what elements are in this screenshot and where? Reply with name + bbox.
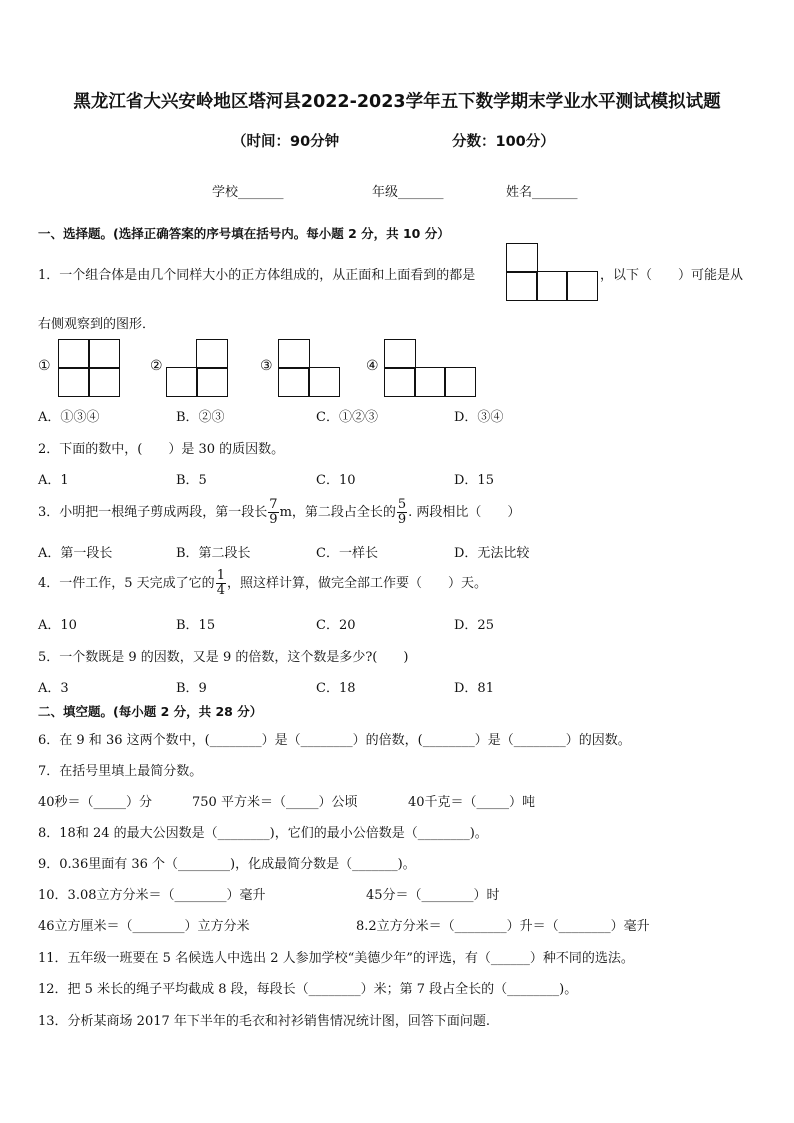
q7-item-2: 750 平方米＝（_____）公顷 xyxy=(192,795,358,810)
q1-text-c: 右侧观察到的图形． xyxy=(38,317,156,332)
q5-text: 5．一个数既是 9 的因数，又是 9 的倍数，这个数是多少?( ) xyxy=(38,650,409,665)
q4-fraction: $\frac{1}{4}$ xyxy=(216,568,225,598)
q7-item-3: 40千克＝（_____）吨 xyxy=(408,795,536,810)
q3-text-b: m，第二段占全长的 xyxy=(279,505,396,520)
q11-text: 11．五年级一班要在 5 名候选人中选出 2 人参加学校“美德少年”的评选，有（______）种不同的选法。 xyxy=(38,951,634,966)
q4-option-b: B．15 xyxy=(176,618,216,633)
section-heading-fill: 二、填空题。(每小题 2 分，共 28 分） xyxy=(38,704,263,719)
q1-text-a: 1．一个组合体是由几个同样大小的正方体组成的，从正面和上面看到的都是 xyxy=(38,268,476,283)
q10-item-1: 10．3.08立方分米＝（________）毫升 xyxy=(38,888,266,903)
q5-option-d: D．81 xyxy=(454,681,494,696)
q1-text-b: ，以下（ ）可能是从 xyxy=(600,268,744,283)
fig-label-1: ① xyxy=(38,358,51,374)
q2-option-b: B．5 xyxy=(176,473,207,488)
q10-item-4: 8.2立方分米＝（________）升＝（________）毫升 xyxy=(356,919,650,934)
name-field: 姓名_______ xyxy=(506,185,578,200)
grade-field: 年级_______ xyxy=(372,185,444,200)
q9-text: 9．0.36里面有 36 个（________)，化成最简分数是（_______)。 xyxy=(38,857,416,872)
fig-label-3: ③ xyxy=(260,358,273,374)
q2-option-a: A．1 xyxy=(38,473,69,488)
exam-title: 黑龙江省大兴安岭地区塔河县2022-2023学年五下数学期末学业水平测试模拟试题 xyxy=(73,92,721,112)
q1-option-c: C．①②③ xyxy=(316,410,378,425)
fig-label-2: ② xyxy=(150,358,163,374)
q5-option-b: B．9 xyxy=(176,681,207,696)
q2-text: 2．下面的数中，( ）是 30 的质因数。 xyxy=(38,442,285,457)
q4-option-a: A．10 xyxy=(38,618,77,633)
q4-text-a: 4．一件工作，5 天完成了它的 xyxy=(38,576,215,591)
q1-option-d: D．③④ xyxy=(454,410,504,425)
fig-label-4: ④ xyxy=(366,358,379,374)
q3-fraction-1: $\frac{7}{9}$ xyxy=(269,497,278,527)
q4-line xyxy=(38,569,487,598)
q3-option-a: A．第一段长 xyxy=(38,546,113,561)
q10-item-2: 45分＝（________）时 xyxy=(366,888,500,903)
q3-line xyxy=(38,498,520,527)
q12-text: 12．把 5 米长的绳子平均截成 8 段，每段长（________）米；第 7 段占全长的（________)。 xyxy=(38,982,578,997)
q1-option-b: B．②③ xyxy=(176,410,225,425)
q6-text: 6．在 9 和 36 这两个数中，(________）是（________）的倍数，(________）是（________）的因数。 xyxy=(38,733,631,748)
q5-option-a: A．3 xyxy=(38,681,69,696)
section-heading-choice: 一、选择题。(选择正确答案的序号填在括号内。每小题 2 分，共 10 分） xyxy=(38,226,450,241)
q4-option-c: C．20 xyxy=(316,618,356,633)
q3-option-b: B．第二段长 xyxy=(176,546,251,561)
q8-text: 8．18和 24 的最大公因数是（________)，它们的最小公倍数是（________)。 xyxy=(38,826,488,841)
q3-option-d: D．无法比较 xyxy=(454,546,530,561)
time-label: （时间：90分钟 xyxy=(232,134,340,150)
q3-option-c: C．一样长 xyxy=(316,546,378,561)
q2-option-d: D．15 xyxy=(454,473,494,488)
q7-item-1: 40秒＝（_____）分 xyxy=(38,795,153,810)
q5-option-c: C．18 xyxy=(316,681,356,696)
score-label: 分数：100分） xyxy=(452,134,555,150)
q4-text-b: ，照这样计算，做完全部工作要（ ）天。 xyxy=(226,576,487,591)
q7-text: 7．在括号里填上最简分数。 xyxy=(38,764,203,779)
q3-fraction-2: $\frac{5}{9}$ xyxy=(397,497,407,527)
q3-text-c: . 两段相比（ ） xyxy=(408,505,521,520)
q13-text: 13．分析某商场 2017 年下半年的毛衣和衬衫销售情况统计图，回答下面问题. xyxy=(38,1014,491,1029)
q4-option-d: D．25 xyxy=(454,618,494,633)
q10-item-3: 46立方厘米＝（________）立方分米 xyxy=(38,919,250,934)
school-field: 学校_______ xyxy=(212,185,284,200)
q2-option-c: C．10 xyxy=(316,473,356,488)
q3-text-a: 3．小明把一根绳子剪成两段，第一段长 xyxy=(38,505,268,520)
q1-option-a: A．①③④ xyxy=(38,410,100,425)
